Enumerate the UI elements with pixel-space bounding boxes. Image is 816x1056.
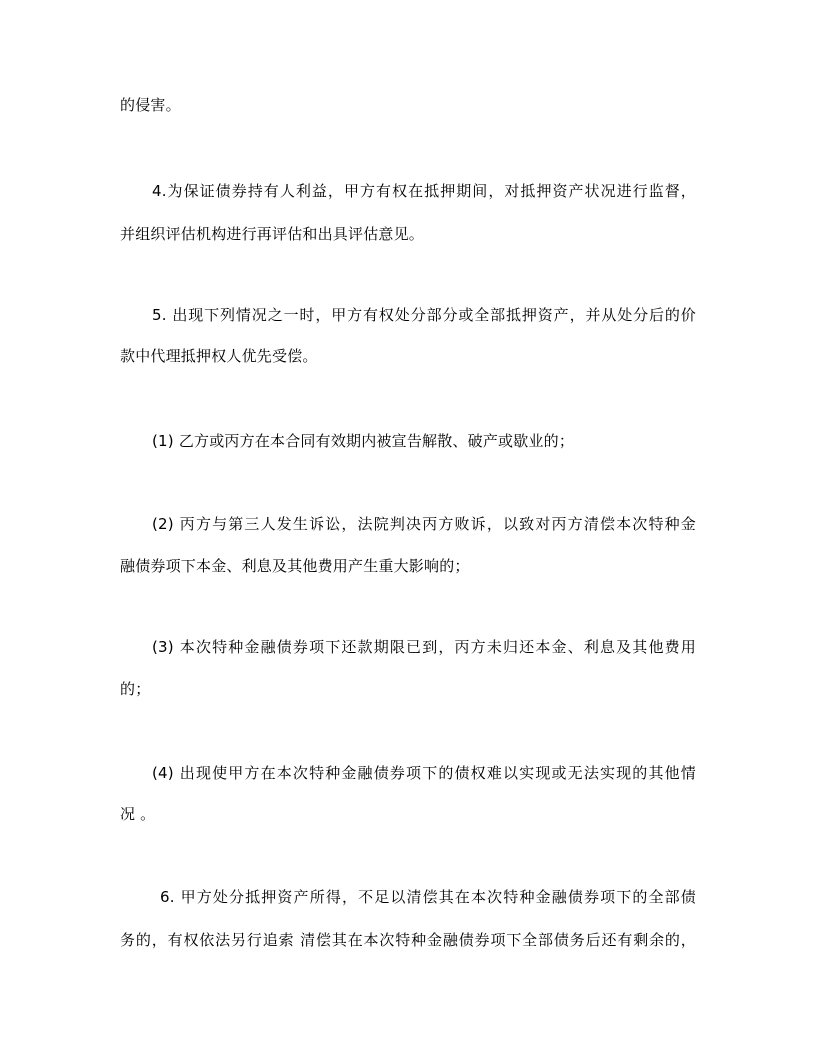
paragraph-4-line-2: 并组织评估机构进行再评估和出具评估意见。 bbox=[120, 225, 425, 243]
item-3-line-1: (3) 本次特种金融债券项下还款期限已到，丙方未归还本金、利息及其他费用 bbox=[152, 638, 696, 656]
paragraph-5-line-1: 5. 出现下列情况之一时，甲方有权处分部分或全部抵押资产，并从处分后的价 bbox=[152, 306, 696, 324]
paragraph-5-line-2: 款中代理抵押权人优先受偿。 bbox=[120, 347, 318, 365]
item-1-line-1: (1) 乙方或丙方在本合同有效期内被宣告解散、破产或歇业的； bbox=[152, 432, 575, 450]
paragraph-3-line-end: 的侵害。 bbox=[120, 96, 181, 114]
paragraph-6-line-2: 务的，有权依法另行追索 清偿其在本次特种金融债券项下全部债务后还有剩余的， bbox=[120, 931, 696, 949]
item-4-line-2: 况 。 bbox=[120, 805, 156, 823]
paragraph-4-line-1: 4.为保证债券持有人利益，甲方有权在抵押期间，对抵押资产状况进行监督， bbox=[152, 182, 696, 200]
item-4-line-1: (4) 出现使甲方在本次特种金融债券项下的债权难以实现或无法实现的其他情 bbox=[152, 764, 696, 782]
item-2-line-1: (2) 丙方与第三人发生诉讼，法院判决丙方败诉，以致对丙方清偿本次特种金 bbox=[152, 515, 696, 533]
item-3-line-2: 的； bbox=[120, 680, 151, 698]
item-2-line-2: 融债券项下本金、利息及其他费用产生重大影响的； bbox=[120, 557, 470, 575]
paragraph-6-line-1: 6. 甲方处分抵押资产所得，不足以清偿其在本次特种金融债券项下的全部债 bbox=[160, 888, 696, 906]
